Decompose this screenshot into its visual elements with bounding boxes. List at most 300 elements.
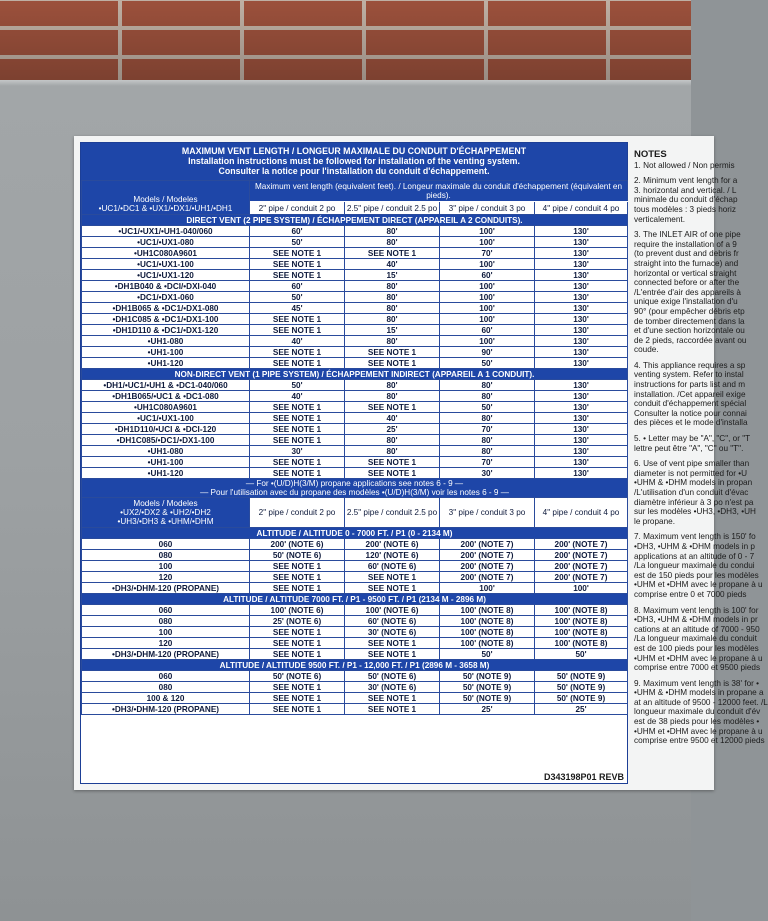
vent-length-cell: 100' (NOTE 8) xyxy=(440,616,535,627)
vent-length-cell: 50' xyxy=(250,292,345,303)
vent-length-cell: SEE NOTE 1 xyxy=(250,314,345,325)
vent-length-cell: 100' xyxy=(440,281,535,292)
vent-length-cell: 100' (NOTE 8) xyxy=(440,638,535,649)
note-line: •DH3, •UHM & •DHM models in p xyxy=(634,541,755,551)
vent-length-cell: 100' (NOTE 6) xyxy=(250,605,345,616)
propane-note-line: — For •(U/D)H(3/M) propane applications see notes 6 - 9 — xyxy=(245,479,464,488)
pipe-size-header-cell: 2" pipe / conduit 2 po xyxy=(250,202,345,215)
note-line: comprise entre 9500 et 12000 pieds xyxy=(634,736,765,746)
vent-length-cell: 200' (NOTE 6) xyxy=(250,539,345,550)
vent-length-cell: 130' xyxy=(535,314,628,325)
vent-length-cell: 70' xyxy=(440,248,535,259)
note-line: tous modèles : 3 pieds horiz xyxy=(634,204,736,214)
model-cell: 120 xyxy=(82,572,250,583)
model-cell: •UC1/•UX1-100 xyxy=(82,413,250,424)
vent-length-cell: 80' xyxy=(345,281,440,292)
direct-vent-row xyxy=(82,292,628,303)
vent-length-cell: SEE NOTE 1 xyxy=(345,358,440,369)
vent-length-cell: 50' (NOTE 6) xyxy=(345,671,440,682)
vent-length-cell: SEE NOTE 1 xyxy=(345,693,440,704)
vent-length-cell: 130' xyxy=(535,468,628,479)
vent-length-cell: SEE NOTE 1 xyxy=(250,572,345,583)
non-direct-vent-row xyxy=(82,413,628,424)
vent-length-cell: SEE NOTE 1 xyxy=(345,649,440,660)
direct-vent-row xyxy=(82,270,628,281)
direct-vent-row xyxy=(82,336,628,347)
note-line: /La longueur maximale du condui xyxy=(634,561,755,571)
vent-length-cell: 200' (NOTE 7) xyxy=(440,561,535,572)
table-header xyxy=(82,181,628,202)
vent-length-cell: 130' xyxy=(535,457,628,468)
vent-length-cell: SEE NOTE 1 xyxy=(250,468,345,479)
model-cell: 060 xyxy=(82,605,250,616)
vent-length-cell: SEE NOTE 1 xyxy=(250,583,345,594)
note-line: horizontal or vertical straight xyxy=(634,268,737,278)
note-line: •UHM et •DHM avec le propane à u xyxy=(634,580,763,590)
vent-length-cell: 80' xyxy=(440,380,535,391)
vent-length-cell: 130' xyxy=(535,292,628,303)
vent-length-cell: 80' xyxy=(345,435,440,446)
altitude-band-2 xyxy=(82,594,628,605)
vent-length-cell: 50' (NOTE 9) xyxy=(440,693,535,704)
vent-length-cell: 130' xyxy=(535,435,628,446)
vent-length-cell: SEE NOTE 1 xyxy=(250,638,345,649)
vent-length-cell: SEE NOTE 1 xyxy=(250,649,345,660)
vent-length-cell: 100' (NOTE 8) xyxy=(535,627,628,638)
vent-length-cell: SEE NOTE 1 xyxy=(345,457,440,468)
pipe-size-header-cell: 2.5" pipe / conduit 2.5 po xyxy=(345,498,440,528)
vent-length-cell: 80' xyxy=(440,446,535,457)
vent-length-cell: 100' xyxy=(440,314,535,325)
model-cell: •UC1/•UX1/•UH1-040/060 xyxy=(82,226,250,237)
note-line: •UHM & •DHM models in propane a xyxy=(634,688,764,698)
vent-length-cell: 30' (NOTE 6) xyxy=(345,682,440,693)
note-line: est de 100 pieds pour les modèles xyxy=(634,643,759,653)
note-line: cations at an altitude of 7000 - 950 xyxy=(634,624,760,634)
vent-length-cell: SEE NOTE 1 xyxy=(345,704,440,715)
note-line: /La longueur maximale du conduit xyxy=(634,634,757,644)
model-cell: •DH1D110/•UCI & •DCI-120 xyxy=(82,424,250,435)
vent-length-cell: 40' xyxy=(250,391,345,402)
altitude-row xyxy=(82,583,628,594)
vent-length-cell: 100' (NOTE 8) xyxy=(440,605,535,616)
vent-length-cell: 130' xyxy=(535,226,628,237)
model-cell: 100 xyxy=(82,561,250,572)
vent-length-cell: SEE NOTE 1 xyxy=(345,572,440,583)
direct-vent-row xyxy=(82,248,628,259)
vent-length-cell: 70' xyxy=(440,457,535,468)
note-line: de 2 pieds, raccordée avant ou xyxy=(634,335,747,345)
note-line: conduit d'échappement spécial xyxy=(634,399,747,409)
vent-length-cell: 100' (NOTE 8) xyxy=(440,627,535,638)
note-line: 3. horizontal and vertical. / L xyxy=(634,185,737,195)
vent-length-cell: 130' xyxy=(535,347,628,358)
pipe-size-header-cell: 4" pipe / conduit 4 po xyxy=(535,202,628,215)
vent-length-cell: SEE NOTE 1 xyxy=(345,402,440,413)
note-line: instructions for parts list and m xyxy=(634,380,746,390)
vent-length-cell: 50' xyxy=(440,358,535,369)
vent-length-cell: 30' xyxy=(250,446,345,457)
model-cell: •DH1C085/•DC1/•DX1-100 xyxy=(82,435,250,446)
note-line: 8. Maximum vent length is 100' for xyxy=(634,605,759,615)
vent-length-cell: 60' (NOTE 6) xyxy=(345,616,440,627)
vent-length-cell: 80' xyxy=(440,435,535,446)
vent-length-cell: SEE NOTE 1 xyxy=(250,358,345,369)
vent-table xyxy=(81,180,628,715)
note-line: •UHM et •DHM avec le propane à u xyxy=(634,726,763,736)
model-cell: •UH1C080A9601 xyxy=(82,248,250,259)
vent-length-cell: 130' xyxy=(535,446,628,457)
vent-length-cell: SEE NOTE 1 xyxy=(345,248,440,259)
altitude-row xyxy=(82,627,628,638)
vent-length-cell: 200' (NOTE 7) xyxy=(440,539,535,550)
non-direct-vent-row xyxy=(82,457,628,468)
note-line: de tomber directement dans la xyxy=(634,316,745,326)
vent-length-cell: 200' (NOTE 7) xyxy=(440,572,535,583)
vent-length-cell: 100' xyxy=(535,583,628,594)
note-line: (to prevent dust and debris fr xyxy=(634,249,739,259)
model-cell: •UH1C080A9601 xyxy=(82,402,250,413)
vent-length-cell: 100' xyxy=(440,583,535,594)
note-line: at an altitude of 9500 - 12000 feet. /L xyxy=(634,697,768,707)
note-line: 9. Maximum vent length is 38' for • xyxy=(634,678,760,688)
model-cell: •DH1D110 & •DC1/•DX1-120 xyxy=(82,325,250,336)
model-cell: 120 xyxy=(82,638,250,649)
note-line: verticalement. xyxy=(634,214,685,224)
model-cell: •UH1-100 xyxy=(82,347,250,358)
vent-length-cell: 80' xyxy=(440,413,535,424)
model-cell: •UH1-120 xyxy=(82,468,250,479)
vent-length-cell: 130' xyxy=(535,325,628,336)
model-cell: 080 xyxy=(82,616,250,627)
non-direct-vent-row xyxy=(82,391,628,402)
note-line: coude. xyxy=(634,345,659,355)
note-line: unique exige l'installation d'u xyxy=(634,297,738,307)
note-line: le propane. xyxy=(634,516,675,526)
vent-length-cell: 100' xyxy=(440,292,535,303)
direct-vent-row xyxy=(82,237,628,248)
vent-length-cell: 80' xyxy=(440,391,535,402)
vent-length-cell: 80' xyxy=(345,292,440,303)
note-item xyxy=(634,678,768,746)
model-cell: •DH1C085 & •DC1/•DX1-100 xyxy=(82,314,250,325)
note-line: est de 150 pieds pour les modèles xyxy=(634,570,759,580)
altitude-band-3 xyxy=(82,660,628,671)
vent-length-cell: 15' xyxy=(345,270,440,281)
vent-length-cell: 80' xyxy=(345,314,440,325)
altitude-band-3-text: ALTITUDE / ALTITUDE 9500 FT. / P1 - 12,000 FT. / P1 (2896 M - 3658 M) xyxy=(82,660,628,671)
note-line: diamètre inférieur à 3 po n'est pa xyxy=(634,497,754,507)
note-line: lettre peut être "A", "C" ou "T". xyxy=(634,443,744,453)
vent-length-cell: 130' xyxy=(535,380,628,391)
vent-length-cell: 50' xyxy=(250,237,345,248)
vent-length-cell: 80' xyxy=(345,226,440,237)
model-cell: 080 xyxy=(82,682,250,693)
vent-length-cell: SEE NOTE 1 xyxy=(345,583,440,594)
altitude-band-1-text: ALTITUDE / ALTITUDE 0 - 7000 FT. / P1 (0 - 2134 M) xyxy=(82,528,628,539)
vent-length-cell: 130' xyxy=(535,358,628,369)
note-item xyxy=(634,434,751,453)
altitude-row xyxy=(82,704,628,715)
non-direct-vent-row xyxy=(82,424,628,435)
vent-length-cell: 50' (NOTE 9) xyxy=(535,682,628,693)
vent-length-cell: SEE NOTE 1 xyxy=(250,561,345,572)
altitude-band-2-text: ALTITUDE / ALTITUDE 7000 FT. / P1 - 9500 FT. / P1 (2134 M - 2896 M) xyxy=(82,594,628,605)
note-line: straight into the furnace) and xyxy=(634,258,739,268)
note-line: /L'entrée d'air des appareils à xyxy=(634,287,741,297)
vent-length-cell: 200' (NOTE 7) xyxy=(535,572,628,583)
note-line: applications at an altitude of 0 - 7 xyxy=(634,551,755,561)
vent-length-cell: 130' xyxy=(535,413,628,424)
model-cell: •DH1B065 & •DC1/•DX1-080 xyxy=(82,303,250,314)
model-cell: •UC1/•UX1-080 xyxy=(82,237,250,248)
vent-length-cell: 50' (NOTE 9) xyxy=(440,682,535,693)
title-line: MAXIMUM VENT LENGTH / LONGEUR MAXIMALE DU CONDUIT D'ÉCHAPPEMENT xyxy=(181,146,527,156)
vent-length-cell: 60' (NOTE 6) xyxy=(345,561,440,572)
vent-length-cell: SEE NOTE 1 xyxy=(250,457,345,468)
vent-length-cell: SEE NOTE 1 xyxy=(250,248,345,259)
model-cell: •UC1/•UX1-100 xyxy=(82,259,250,270)
direct-vent-row xyxy=(82,358,628,369)
vent-length-cell: SEE NOTE 1 xyxy=(250,704,345,715)
pipe-size-header-cell: 3" pipe / conduit 3 po xyxy=(440,202,535,215)
model-cell: 100 xyxy=(82,627,250,638)
vent-length-cell: 50' (NOTE 9) xyxy=(535,671,628,682)
note-line: connected before or after the xyxy=(634,278,740,288)
altitude-row xyxy=(82,682,628,693)
note-line: des pièces et le mode d'installa xyxy=(634,418,748,428)
vent-length-cell: SEE NOTE 1 xyxy=(250,347,345,358)
propane-note-row xyxy=(82,479,628,498)
vent-length-cell: SEE NOTE 1 xyxy=(345,347,440,358)
vent-length-cell: 50' (NOTE 6) xyxy=(250,671,345,682)
vent-length-cell: 200' (NOTE 7) xyxy=(535,539,628,550)
vent-length-cell: 25' xyxy=(535,704,628,715)
vent-length-cell: 100' (NOTE 6) xyxy=(345,605,440,616)
note-item xyxy=(634,160,735,171)
vent-length-cell: 25' (NOTE 6) xyxy=(250,616,345,627)
note-line: /L'utilisation d'un conduit d'évac xyxy=(634,488,749,497)
model-cell: •DH3/•DHM-120 (PROPANE) xyxy=(82,649,250,660)
brick-wall xyxy=(0,0,691,84)
model-cell: •UH1-100 xyxy=(82,457,250,468)
model-cell: •DH3/•DHM-120 (PROPANE) xyxy=(82,583,250,594)
altitude-row xyxy=(82,693,628,704)
altitude-row xyxy=(82,550,628,561)
model-cell: •DH3/•DHM-120 (PROPANE) xyxy=(82,704,250,715)
vent-length-cell: 130' xyxy=(535,270,628,281)
vent-length-cell: 200' (NOTE 7) xyxy=(440,550,535,561)
non-direct-vent-row xyxy=(82,446,628,457)
model-cell: 060 xyxy=(82,539,250,550)
note-line: et d'une section horizontale ou xyxy=(634,326,745,336)
vent-length-cell: 100' xyxy=(440,237,535,248)
note-line: 2. Minimum vent length for a xyxy=(634,176,738,186)
panel-top-edge xyxy=(0,80,691,86)
note-item xyxy=(634,360,748,428)
note-line: sur les modèles •UH3, •DH3, •UH xyxy=(634,507,756,517)
pipe-size-header-cell: 2" pipe / conduit 2 po xyxy=(250,498,345,528)
notes-column xyxy=(634,149,768,780)
note-line: diameter is not permitted for •U xyxy=(634,468,747,478)
model-cell: •DH1/•UC1/•UH1 & •DC1-040/060 xyxy=(82,380,250,391)
note-line: 5. • Letter may be "A", "C", or "T xyxy=(634,434,751,444)
direct-vent-band-text: DIRECT VENT (2 PIPE SYSTEM) / ÉCHAPPEMENT DIRECT (APPAREIL A 2 CONDUITS). xyxy=(82,215,628,226)
note-line: 4. This appliance requires a sp xyxy=(634,360,746,370)
model-cell: 060 xyxy=(82,671,250,682)
pipe-size-header-cell: 2.5" pipe / conduit 2.5 po xyxy=(345,202,440,215)
direct-vent-row xyxy=(82,314,628,325)
direct-vent-row xyxy=(82,281,628,292)
vent-length-cell: 40' xyxy=(250,336,345,347)
direct-vent-row xyxy=(82,325,628,336)
vent-length-cell: 50' (NOTE 6) xyxy=(250,550,345,561)
vent-length-cell: 100' (NOTE 8) xyxy=(535,605,628,616)
vent-length-cell: 100' xyxy=(440,303,535,314)
vent-length-cell: 130' xyxy=(535,424,628,435)
vent-length-cell: 120' (NOTE 6) xyxy=(345,550,440,561)
non-direct-vent-row xyxy=(82,402,628,413)
note-line: Consulter la notice pour connai xyxy=(634,408,747,418)
label-title xyxy=(81,143,627,180)
non-direct-vent-row xyxy=(82,435,628,446)
model-cell: •UH1-080 xyxy=(82,446,250,457)
note-line: 7. Maximum vent length is 150' fo xyxy=(634,532,756,542)
vent-length-cell: SEE NOTE 1 xyxy=(250,682,345,693)
vent-length-cell: SEE NOTE 1 xyxy=(250,424,345,435)
pipe-size-header-cell: 3" pipe / conduit 3 po xyxy=(440,498,535,528)
note-line: comprise entre 7000 et 9500 pieds xyxy=(634,663,761,673)
propane-models-header: Models / Modeles •UX2/•DX2 & •UH2/•DH2 •UH3/•DH3 & •UHM/•DHM xyxy=(82,498,250,528)
note-line: venting system. Refer to instal xyxy=(634,370,744,380)
non-direct-vent-band-text: NON-DIRECT VENT (1 PIPE SYSTEM) / ÉCHAPPEMENT INDIRECT (APPAREIL A 1 CONDUIT). xyxy=(82,369,628,380)
note-line: 1. Not allowed / Non permis xyxy=(634,160,735,170)
note-line: 3. The INLET AIR of one pipe xyxy=(634,230,741,240)
vent-length-cell: SEE NOTE 1 xyxy=(250,693,345,704)
vent-length-cell: 200' (NOTE 6) xyxy=(345,539,440,550)
model-cell: •DH1B040 & •DCI/•DXI-040 xyxy=(82,281,250,292)
direct-vent-row xyxy=(82,347,628,358)
vent-length-cell: 200' (NOTE 7) xyxy=(535,550,628,561)
model-cell: •UC1/•UX1-120 xyxy=(82,270,250,281)
direct-vent-row xyxy=(82,226,628,237)
vent-length-cell: 130' xyxy=(535,391,628,402)
note-item xyxy=(634,176,738,224)
vent-length-cell: 40' xyxy=(345,259,440,270)
vent-length-cell: 50' xyxy=(250,380,345,391)
vent-length-cell: 25' xyxy=(345,424,440,435)
vent-length-cell: 130' xyxy=(535,259,628,270)
direct-vent-row xyxy=(82,259,628,270)
note-line: require the installation of a 9 xyxy=(634,239,737,249)
vent-length-cell: 50' (NOTE 9) xyxy=(440,671,535,682)
pipe-size-header-cell: 4" pipe / conduit 4 po xyxy=(535,498,628,528)
vent-length-label xyxy=(74,136,768,790)
note-line: longueur maximale du conduit d'év xyxy=(634,707,761,717)
notes-heading: NOTES xyxy=(634,149,667,160)
vent-length-cell: SEE NOTE 1 xyxy=(250,435,345,446)
vent-length-cell: 50' xyxy=(535,649,628,660)
vent-length-cell: 130' xyxy=(535,237,628,248)
vent-length-cell: 80' xyxy=(345,336,440,347)
note-line: installation. /Cet appareil exige xyxy=(634,389,746,399)
altitude-row xyxy=(82,539,628,550)
non-direct-vent-row xyxy=(82,468,628,479)
altitude-row xyxy=(82,616,628,627)
model-cell: •DH1B065/•UC1 & •DC1-080 xyxy=(82,391,250,402)
propane-header xyxy=(82,498,628,528)
vent-length-cell: 25' xyxy=(440,704,535,715)
model-cell: •DC1/•DX1-060 xyxy=(82,292,250,303)
model-cell: 080 xyxy=(82,550,250,561)
vent-length-cell: 130' xyxy=(535,402,628,413)
note-line: comprise entre 0 et 7000 pieds xyxy=(634,589,747,599)
note-item xyxy=(634,230,747,355)
vent-length-cell: SEE NOTE 1 xyxy=(250,259,345,270)
propane-note-line: — Pour l'utilisation avec du propane des modèles •(U/D)H(3/M) voir les notes 6 - 9 — xyxy=(200,488,509,497)
title-line: Installation instructions must be followed for installation of the venting system. xyxy=(188,156,520,166)
vent-length-cell: 130' xyxy=(535,281,628,292)
models-header: Models / Modeles •UC1/•DC1 & •UX1/•DX1/•UH1/•DH1 xyxy=(82,181,250,215)
note-line: est de 38 pieds pour les modèles • xyxy=(634,717,760,727)
vent-length-cell: 80' xyxy=(345,237,440,248)
model-cell: 100 & 120 xyxy=(82,693,250,704)
vent-length-cell: 30' (NOTE 6) xyxy=(345,627,440,638)
note-item xyxy=(634,532,763,599)
direct-vent-row xyxy=(82,303,628,314)
vent-length-cell: 70' xyxy=(440,424,535,435)
note-line: •UHM et •DHM avec le propane à u xyxy=(634,653,763,663)
altitude-row xyxy=(82,649,628,660)
notes-list xyxy=(634,160,768,746)
note-line: •UHM & •DHM models in propan xyxy=(634,478,753,488)
altitude-row xyxy=(82,572,628,583)
non-direct-vent-row xyxy=(82,380,628,391)
vent-length-cell: 80' xyxy=(345,391,440,402)
vent-length-cell: 30' xyxy=(440,468,535,479)
vent-length-cell: 100' (NOTE 8) xyxy=(535,638,628,649)
vent-length-cell: 60' xyxy=(440,270,535,281)
vent-length-cell: 60' xyxy=(440,325,535,336)
note-item xyxy=(634,459,756,526)
vent-length-cell: SEE NOTE 1 xyxy=(250,270,345,281)
vent-length-cell: 200' (NOTE 7) xyxy=(535,561,628,572)
altitude-row xyxy=(82,605,628,616)
vent-length-cell: SEE NOTE 1 xyxy=(250,325,345,336)
note-line: 90° (pour empêcher débris etp xyxy=(634,306,745,316)
direct-vent-band xyxy=(82,215,628,226)
max-vent-length-header: Maximum vent length (equivalent feet). / Longeur maximale du conduit d'échappement (équivalent en pieds). xyxy=(250,181,628,202)
vent-length-cell: 80' xyxy=(345,380,440,391)
vent-length-cell: 60' xyxy=(250,226,345,237)
vent-length-cell: 40' xyxy=(345,413,440,424)
non-direct-vent-band xyxy=(82,369,628,380)
vent-length-cell: 50' xyxy=(440,402,535,413)
note-line: •DH3, •UHM & •DHM models in pr xyxy=(634,615,758,625)
part-number: D343198P01 REVB xyxy=(544,772,625,782)
vent-length-cell: 80' xyxy=(345,303,440,314)
note-item xyxy=(634,605,763,673)
model-cell: •UH1-120 xyxy=(82,358,250,369)
altitude-row xyxy=(82,638,628,649)
altitude-band-1 xyxy=(82,528,628,539)
vent-length-cell: 100' xyxy=(440,259,535,270)
vent-length-cell: 50' (NOTE 9) xyxy=(535,693,628,704)
vent-length-cell: 100' xyxy=(440,336,535,347)
vent-length-cell: 100' (NOTE 8) xyxy=(535,616,628,627)
vent-length-cell: 130' xyxy=(535,248,628,259)
vent-length-cell: 80' xyxy=(345,446,440,457)
